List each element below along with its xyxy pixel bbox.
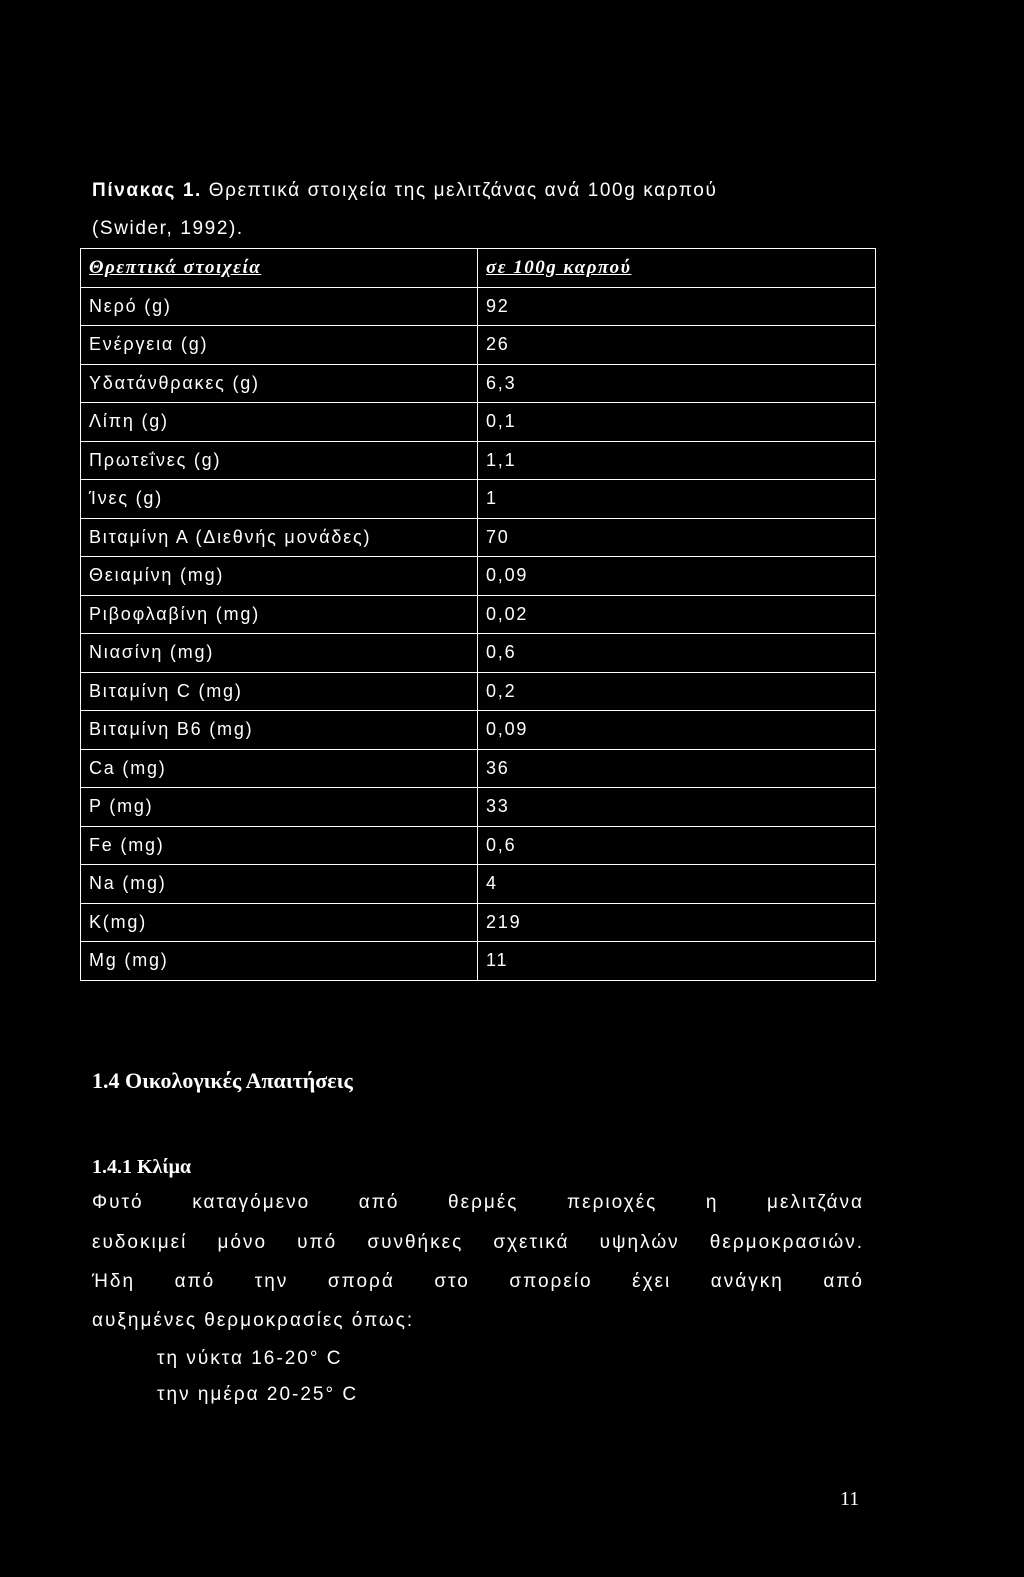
paragraph-line-1: Φυτό καταγόμενο από θερμές περιοχές η μελιτζάνα (92, 1192, 864, 1213)
nutrient-cell: Βιταμίνη Α (Διεθνής μονάδες) (81, 518, 478, 557)
value-cell: 0,6 (478, 826, 876, 865)
caption-label: Πίνακας 1. (92, 180, 202, 201)
value-cell: 1,1 (478, 441, 876, 480)
table-row (81, 480, 876, 519)
table-row (81, 749, 876, 788)
nutrient-cell: Νερό (g) (81, 287, 478, 326)
table-row (81, 287, 876, 326)
nutrient-cell: Ίνες (g) (81, 480, 478, 519)
nutrient-cell: Θειαμίνη (mg) (81, 557, 478, 596)
nutrient-cell: Λίπη (g) (81, 403, 478, 442)
value-cell: 26 (478, 326, 876, 365)
value-cell: 92 (478, 287, 876, 326)
day-temperature: την ημέρα 20-25° C (157, 1384, 359, 1405)
table-caption (92, 172, 882, 248)
value-cell: 6,3 (478, 364, 876, 403)
table-row (81, 364, 876, 403)
table-row (81, 942, 876, 981)
nutrient-cell: Βιταμίνη Β6 (mg) (81, 711, 478, 750)
value-cell: 0,09 (478, 557, 876, 596)
nutrient-cell: K(mg) (81, 903, 478, 942)
table-row (81, 518, 876, 557)
table-row (81, 326, 876, 365)
value-cell: 0,2 (478, 672, 876, 711)
table-row (81, 634, 876, 673)
table-header-row (81, 249, 876, 288)
value-cell: 0,1 (478, 403, 876, 442)
paragraph-line-4: αυξημένες θερμοκρασίες όπως: (92, 1310, 415, 1331)
table-row (81, 441, 876, 480)
table-row (81, 672, 876, 711)
value-cell: 1 (478, 480, 876, 519)
paragraph-line-2: ευδοκιμεί μόνο υπό συνθήκες σχετικά υψηλών θερμοκρασιών. (92, 1232, 864, 1253)
nutrient-cell: P (mg) (81, 788, 478, 827)
nutrient-cell: Βιταμίνη C (mg) (81, 672, 478, 711)
value-cell: 0,02 (478, 595, 876, 634)
header-amount: σε 100g καρπού (478, 249, 876, 288)
table-row (81, 826, 876, 865)
paragraph-line-3: Ήδη από την σπορά στο σπορείο έχει ανάγκη από (92, 1271, 864, 1292)
value-cell: 11 (478, 942, 876, 981)
section-heading: 1.4 Οικολογικές Απαιτήσεις (92, 1068, 353, 1093)
nutrient-cell: Fe (mg) (81, 826, 478, 865)
nutrient-cell: Πρωτεΐνες (g) (81, 441, 478, 480)
value-cell: 0,6 (478, 634, 876, 673)
value-cell: 4 (478, 865, 876, 904)
table-row (81, 557, 876, 596)
table-row (81, 403, 876, 442)
table-row (81, 595, 876, 634)
page-number: 11 (840, 1488, 860, 1510)
caption-line-1 (92, 172, 882, 210)
table-row (81, 788, 876, 827)
value-cell: 70 (478, 518, 876, 557)
value-cell: 36 (478, 749, 876, 788)
nutrient-cell: Na (mg) (81, 865, 478, 904)
nutrient-cell: Νιασίνη (mg) (81, 634, 478, 673)
nutrient-cell: Ριβοφλαβίνη (mg) (81, 595, 478, 634)
table-row (81, 903, 876, 942)
nutrient-cell: Ca (mg) (81, 749, 478, 788)
table-row (81, 865, 876, 904)
value-cell: 219 (478, 903, 876, 942)
caption-line-2: (Swider, 1992). (92, 218, 244, 239)
value-cell: 0,09 (478, 711, 876, 750)
header-nutrient: Θρεπτικά στοιχεία (81, 249, 478, 288)
value-cell: 33 (478, 788, 876, 827)
caption-text: Θρεπτικά στοιχεία της μελιτζάνας ανά 100g καρπού (201, 180, 718, 201)
table-row (81, 711, 876, 750)
nutrient-cell: Mg (mg) (81, 942, 478, 981)
subsection-heading: 1.4.1 Κλίμα (92, 1156, 192, 1178)
nutrient-cell: Υδατάνθρακες (g) (81, 364, 478, 403)
nutrient-cell: Ενέργεια (g) (81, 326, 478, 365)
night-temperature: τη νύκτα 16-20° C (157, 1348, 343, 1369)
nutrition-table (80, 248, 876, 981)
